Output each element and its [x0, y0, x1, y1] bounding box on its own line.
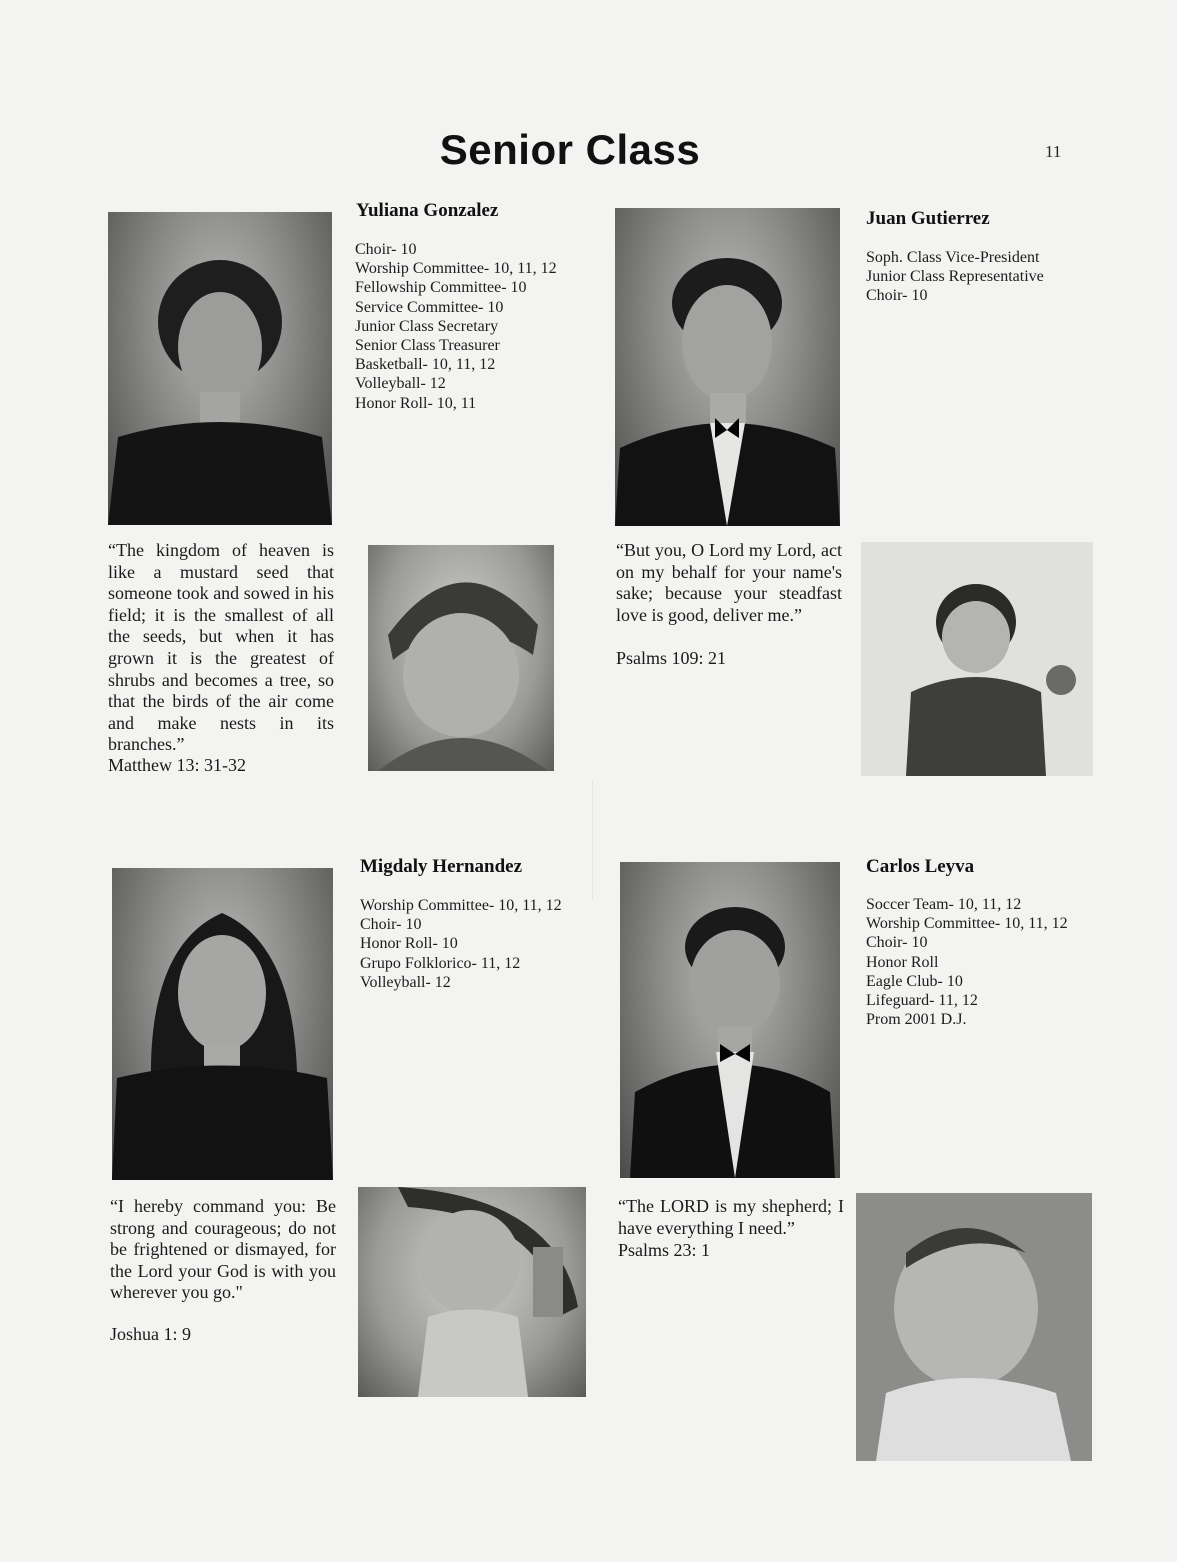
activity-item: Soph. Class Vice-President: [866, 249, 1040, 266]
activity-item: Worship Committee- 10, 11, 12: [866, 915, 1068, 933]
activity-item: Honor Roll: [866, 953, 939, 971]
activity-item: Soccer Team- 10, 11, 12: [866, 896, 1022, 913]
activity-item: Volleyball- 12: [360, 973, 451, 991]
activity-item: Worship Committee- 10, 11, 12: [360, 897, 562, 914]
activity-item: Prom 2001 D.J.: [866, 1011, 967, 1029]
page-title: Senior Class: [439, 126, 701, 173]
activity-list: [360, 896, 562, 992]
activity-item: Choir- 10: [360, 916, 422, 934]
senior-portrait-migdaly: [112, 868, 333, 1180]
activity-item: Honor Roll- 10: [360, 935, 458, 953]
senior-name: Yuliana Gonzalez: [356, 200, 499, 221]
senior-name: Migdaly Hernandez: [360, 856, 523, 877]
senior-name: Carlos Leyva: [866, 856, 975, 877]
child-photo-yuliana: [368, 545, 554, 771]
page-fold: [592, 780, 593, 900]
activity-item: Basketball- 10, 11, 12: [355, 356, 496, 374]
senior-portrait-juan: [615, 208, 840, 526]
child-photo-migdaly: [358, 1187, 586, 1397]
child-photo-carlos: [856, 1193, 1092, 1461]
activity-item: Choir- 10: [866, 287, 928, 305]
activity-item: Junior Class Secretary: [355, 317, 499, 335]
activity-item: Choir- 10: [355, 241, 417, 258]
activity-item: Service Committee- 10: [355, 298, 504, 316]
child-photo-juan: [861, 542, 1093, 776]
activity-list: [866, 895, 1068, 1029]
activity-item: Choir- 10: [866, 934, 928, 952]
quote-reference: Joshua 1: 9: [110, 1324, 191, 1344]
senior-quote: “I hereby command you: Be strong and courageous; do not be frightened or dismayed, for the Lord your God is with you wherever you go.": [110, 1196, 336, 1303]
quote-reference: Matthew 13: 31-32: [108, 755, 246, 775]
senior-portrait-yuliana: [108, 212, 332, 525]
activity-item: Fellowship Committee- 10: [355, 279, 527, 297]
senior-quote: “But you, O Lord my Lord, act on my behalf for your name's sake; because your steadfast love is good, deliver me.”: [616, 540, 842, 625]
activity-item: Junior Class Representative: [866, 268, 1044, 286]
activity-item: Eagle Club- 10: [866, 972, 963, 990]
activity-list: [866, 248, 1044, 306]
activity-item: Grupo Folklorico- 11, 12: [360, 954, 521, 972]
senior-portrait-carlos: [620, 862, 840, 1178]
activity-item: Volleyball- 12: [355, 375, 446, 393]
activity-item: Senior Class Treasurer: [355, 337, 500, 355]
quote-reference: Psalms 109: 21: [616, 648, 727, 668]
quote-reference: Psalms 23: 1: [618, 1240, 711, 1260]
senior-name: Juan Gutierrez: [866, 208, 990, 229]
activity-item: Honor Roll- 10, 11: [355, 394, 477, 412]
activity-list: [355, 240, 557, 413]
senior-quote: “The kingdom of heaven is like a mustard seed that someone took and sowed in his field; it is the smallest of all the seeds, but when it has grown it is the greatest of shrubs and becomes a tree, so that the birds of the air come and make nests in its branches.”: [108, 540, 334, 755]
page-number: 11: [1045, 142, 1062, 161]
activity-item: Worship Committee- 10, 11, 12: [355, 260, 557, 278]
senior-quote: “The LORD is my shepherd; I have everything I need.”: [618, 1196, 844, 1238]
activity-item: Lifeguard- 11, 12: [866, 992, 978, 1010]
